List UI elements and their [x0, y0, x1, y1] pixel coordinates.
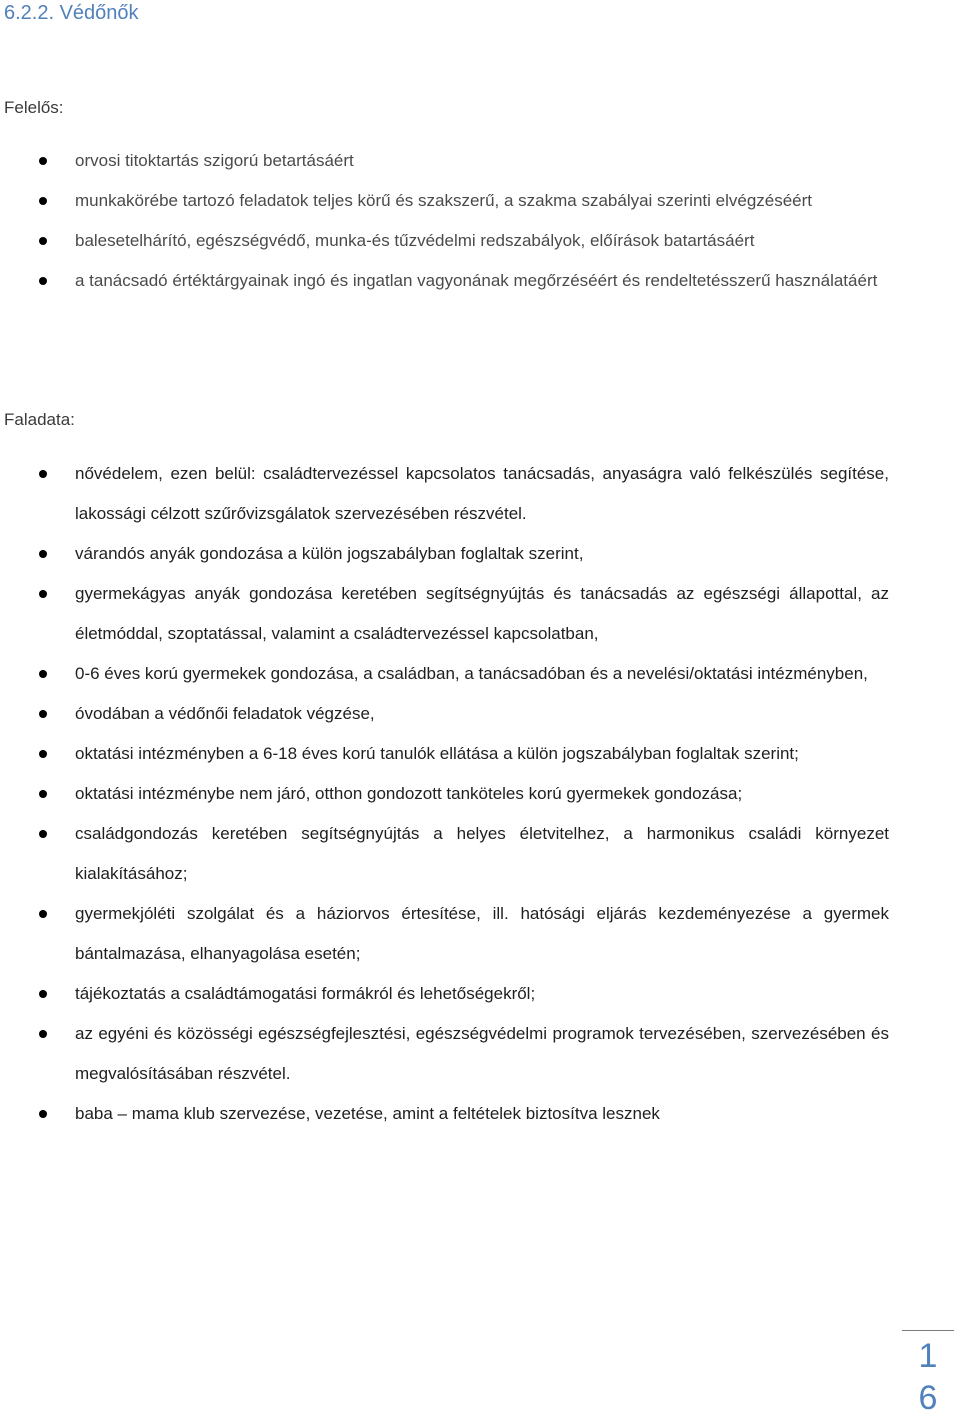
felelos-item: balesetelhárító, egészségvédő, munka-és tűzvédelmi redszabályok, előírások batartásáért: [0, 221, 960, 261]
page-number-line2: 6: [918, 1379, 938, 1417]
feladata-item: oktatási intézménybe nem járó, otthon gondozott tanköteles korú gyermekek gondozása;: [0, 774, 960, 814]
felelos-list: [0, 141, 960, 301]
felelos-label: Felelős:: [4, 98, 64, 117]
feladata-item: baba – mama klub szervezése, vezetése, amint a feltételek biztosítva lesznek: [0, 1094, 960, 1134]
feladata-item: nővédelem, ezen belül: családtervezéssel kapcsolatos tanácsadás, anyaságra való felkészülés segítése, lakossági célzott szűrővizsgálatok szervezésében részvétel.: [0, 454, 960, 534]
feladata-list: [0, 454, 960, 1134]
feladata-item: tájékoztatás a családtámogatási formákról és lehetőségekről;: [0, 974, 960, 1014]
feladata-item: 0-6 éves korú gyermekek gondozása, a családban, a tanácsadóban és a nevelési/oktatási intézményben,: [0, 654, 960, 694]
feladata-item: gyermekjóléti szolgálat és a háziorvos értesítése, ill. hatósági eljárás kezdeményezése a gyermek bántalmazása, elhanyagolása esetén;: [0, 894, 960, 974]
section-heading: 6.2.2. Védőnők: [4, 2, 139, 24]
feladata-item: családgondozás keretében segítségnyújtás a helyes életvitelhez, a harmonikus családi környezet kialakításához;: [0, 814, 960, 894]
page-number-line1: 1: [918, 1337, 938, 1375]
feladata-item: az egyéni és közösségi egészségfejlesztési, egészségvédelmi programok tervezésében, szervezésében és megvalósításában részvétel.: [0, 1014, 960, 1094]
page-number: [902, 1330, 954, 1419]
feladata-item: óvodában a védőnői feladatok végzése,: [0, 694, 960, 734]
feladata-label: Faladata:: [4, 410, 75, 429]
felelos-item: a tanácsadó értéktárgyainak ingó és ingatlan vagyonának megőrzéséért és rendeltetésszerű használatáért: [0, 261, 960, 301]
feladata-item: várandós anyák gondozása a külön jogszabályban foglaltak szerint,: [0, 534, 960, 574]
felelos-item: munkakörébe tartozó feladatok teljes körű és szakszerű, a szakma szabályai szerinti elvégzéséért: [0, 181, 960, 221]
felelos-item: orvosi titoktartás szigorú betartásáért: [0, 141, 960, 181]
feladata-item: oktatási intézményben a 6-18 éves korú tanulók ellátása a külön jogszabályban foglaltak szerint;: [0, 734, 960, 774]
feladata-item: gyermekágyas anyák gondozása keretében segítségnyújtás és tanácsadás az egészségi állapottal, az életmóddal, szoptatással, valamint a családtervezéssel kapcsolatban,: [0, 574, 960, 654]
